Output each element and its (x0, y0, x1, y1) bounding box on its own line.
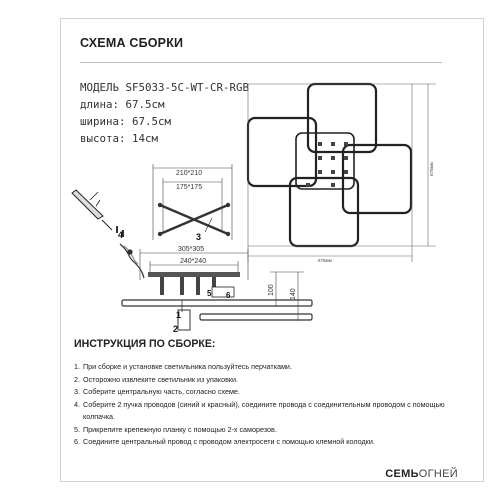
dim-100-label: 100 (268, 284, 275, 296)
spec-length: длина: 67.5см (80, 98, 165, 111)
instruction-item (74, 399, 474, 424)
brand-bold: СЕМЬ (385, 468, 419, 480)
wire-cap (127, 249, 132, 254)
instruction-item (74, 424, 474, 437)
instruction-text: Соберите 2 пучка проводов (синий и красный), соедините провода с соединительным проводом с помощью колпачка. (83, 399, 445, 421)
instruction-number: 5. (74, 424, 80, 434)
callout-3: 3 (196, 232, 202, 242)
instruction-text: При сборке и установке светильника пользуйтесь перчатками. (83, 362, 292, 371)
dim-240-label: 240*240 (180, 258, 207, 265)
callout-4: 4 (118, 230, 124, 240)
spec-model: МОДЕЛЬ SF5033-5C-WT-CR-RGB (80, 81, 250, 94)
dim-305-label: 305*305 (178, 246, 205, 253)
instruction-number: 1. (74, 362, 80, 371)
instruction-text: Осторожно извлеките светильник из упаковки. (83, 374, 239, 384)
product-top-view (248, 84, 411, 246)
mounting-plate (148, 272, 240, 277)
instruction-number: 3. (74, 387, 80, 396)
instruction-text: Соберите центральную часть, согласно схеме. (83, 387, 240, 396)
instruction-item (74, 436, 474, 449)
instruction-text: Прикрепите крепежную планку с помощью 2-х саморезов. (83, 424, 277, 434)
instructions-title: ИНСТРУКЦИЯ ПО СБОРКЕ: (74, 338, 216, 350)
brand-logo (385, 468, 458, 480)
instructions-list (74, 361, 474, 449)
dim-140-label: 140 (290, 288, 297, 300)
lamp-profile-bottom (200, 314, 312, 320)
instruction-item (74, 361, 474, 374)
spec-width: ширина: 67.5см (80, 115, 172, 128)
callout-6: 6 (226, 291, 231, 300)
wire-bundle (120, 244, 144, 278)
lamp-profile-top (122, 300, 312, 306)
spec-height: высота: 14см (80, 132, 159, 145)
junction-box (212, 287, 234, 297)
center-leds (306, 142, 348, 187)
dim-210-label: 210*210 (176, 170, 203, 177)
instruction-text: Соедините центральный провод с проводом электросети с помощью клемной колодки. (83, 437, 375, 446)
page-title: СХЕМА СБОРКИ (80, 36, 184, 50)
callout-5: 5 (207, 289, 212, 298)
dim-175-label: 175*175 (176, 184, 203, 191)
dim-675-width-label: 675мм (318, 258, 332, 263)
instruction-item (74, 374, 474, 387)
instruction-number: 4. (74, 399, 80, 409)
screwdriver-illustration (72, 190, 112, 230)
instruction-item (74, 386, 474, 399)
cross-bracket (160, 205, 228, 234)
instruction-number: 6. (74, 437, 80, 446)
brand-light: ОГНЕЙ (418, 468, 458, 480)
callout-2: 2 (173, 324, 179, 334)
instruction-number: 2. (74, 374, 80, 384)
dim-675-height-label: 675мм (429, 162, 434, 176)
callout-1: 1 (176, 310, 182, 320)
